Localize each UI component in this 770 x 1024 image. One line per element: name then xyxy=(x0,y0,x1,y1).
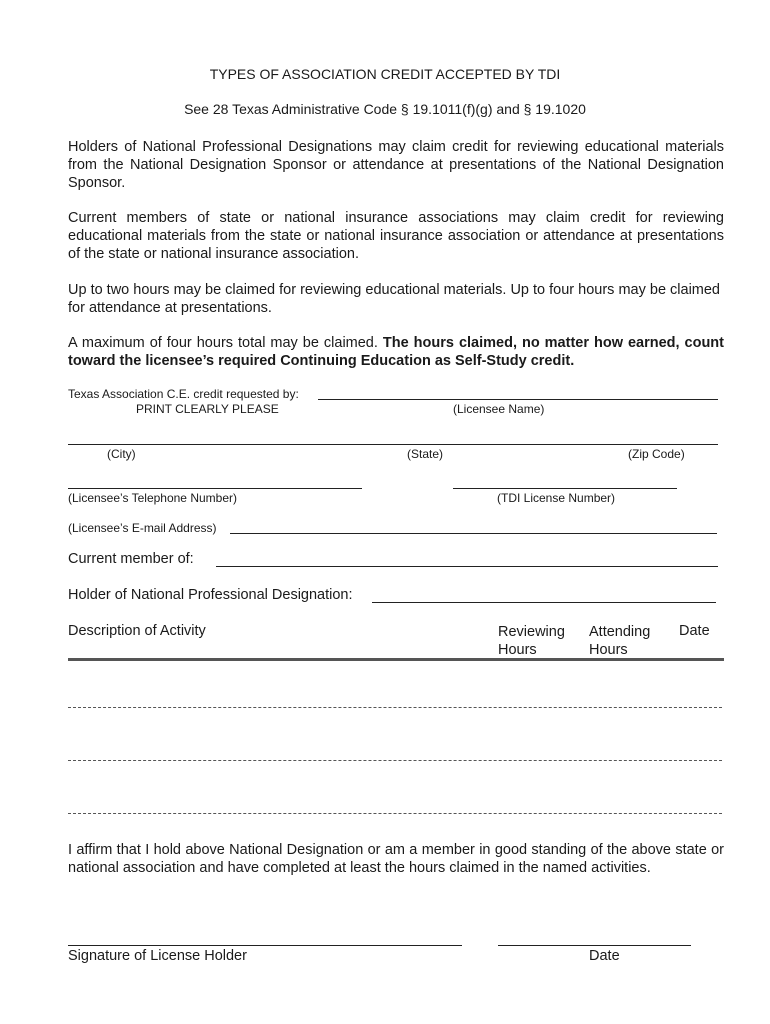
attending-header-line1: Attending xyxy=(589,624,651,640)
activity-row-2[interactable] xyxy=(68,760,722,761)
description-header: Description of Activity xyxy=(68,623,206,639)
paragraph-maximum xyxy=(68,334,724,370)
current-member-field[interactable] xyxy=(216,566,718,567)
form-title: TYPES OF ASSOCIATION CREDIT ACCEPTED BY TDI xyxy=(209,66,561,82)
reviewing-hours-header xyxy=(498,623,565,659)
paragraph-hours: Up to two hours may be claimed for reviewing educational materials. Up to four hours may be claimed for attendance at presentations. xyxy=(68,282,720,316)
maximum-bold-text: The hours claimed, no matter how earned, count toward the licensee’s required Continuing Education as Self-Study credit. xyxy=(68,335,724,369)
signature-date-label: Date xyxy=(589,948,620,964)
form-subtitle: See 28 Texas Administrative Code § 19.1011(f)(g) and § 19.1020 xyxy=(184,101,586,117)
date-header: Date xyxy=(679,623,710,639)
email-field[interactable] xyxy=(230,533,717,534)
email-label: (Licensee’s E-mail Address) xyxy=(68,521,217,535)
telephone-label: (Licensee’s Telephone Number) xyxy=(68,491,237,505)
affirmation-text: I affirm that I hold above National Designation or am a member in good standing of the above state or national association and have completed at least the hours claimed in the named activities. xyxy=(68,842,724,876)
print-clearly-note: PRINT CLEARLY PLEASE xyxy=(136,402,279,416)
reviewing-header-line1: Reviewing xyxy=(498,624,565,640)
licensee-name-field[interactable] xyxy=(318,399,718,400)
address-field[interactable] xyxy=(68,444,718,445)
tdi-license-field[interactable] xyxy=(453,488,677,489)
current-member-label: Current member of: xyxy=(68,551,194,567)
signature-date-field[interactable] xyxy=(498,945,691,946)
city-label: (City) xyxy=(107,447,136,461)
tdi-license-label: (TDI License Number) xyxy=(497,491,616,505)
attending-header-line2: Hours xyxy=(589,642,628,658)
paragraph-associations: Current members of state or national insurance associations may claim credit for reviewing educational materials from the state or national insurance association or attendance at presentations of the state or national insurance association. xyxy=(68,210,724,262)
designation-label: Holder of National Professional Designation: xyxy=(68,587,353,603)
credit-requested-label: Texas Association C.E. credit requested by: xyxy=(68,387,299,401)
table-header-rule xyxy=(68,658,724,661)
activity-row-3[interactable] xyxy=(68,813,722,814)
activity-row-1[interactable] xyxy=(68,707,722,708)
maximum-text: A maximum of four hours total may be claimed. xyxy=(68,335,378,351)
licensee-name-label: (Licensee Name) xyxy=(453,402,545,416)
designation-field[interactable] xyxy=(372,602,716,603)
paragraph-designations: Holders of National Professional Designations may claim credit for reviewing educational materials from the National Designation Sponsor or attendance at presentations of the National Designation Sponsor. xyxy=(68,139,724,191)
signature-label: Signature of License Holder xyxy=(68,948,247,964)
state-label: (State) xyxy=(407,447,444,461)
attending-hours-header xyxy=(589,623,650,659)
zip-label: (Zip Code) xyxy=(628,447,685,461)
reviewing-header-line2: Hours xyxy=(498,642,537,658)
telephone-field[interactable] xyxy=(68,488,362,489)
signature-field[interactable] xyxy=(68,945,462,946)
